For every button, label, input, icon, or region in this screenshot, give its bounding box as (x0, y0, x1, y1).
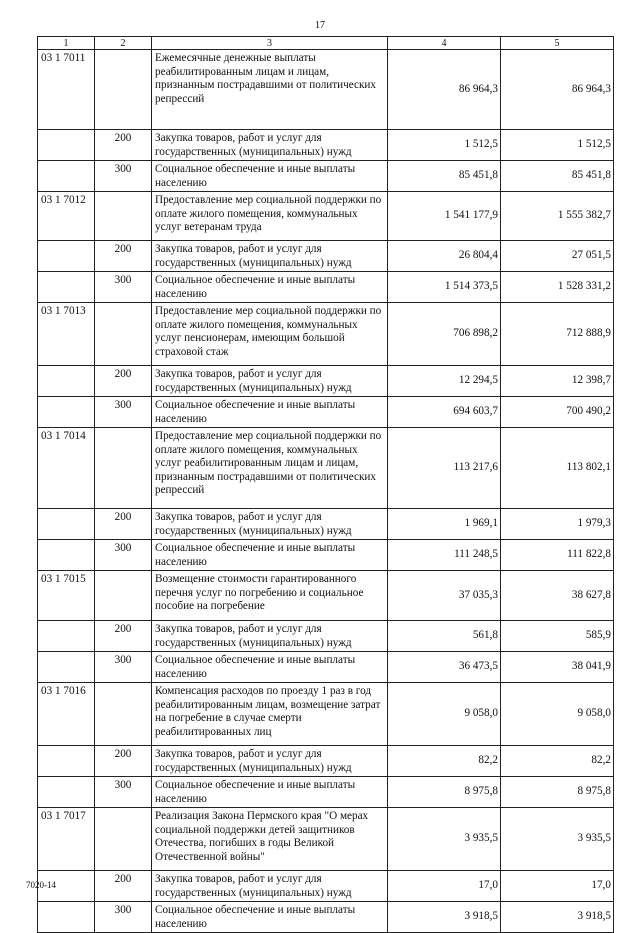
expense-type-code-cell: 300 (95, 902, 152, 933)
budget-article-row (38, 50, 614, 130)
item-name-cell: Предоставление мер социальной поддержки по оплате жилого помещения, коммунальных услуг ветеранам труда (152, 192, 388, 241)
item-name-cell: Компенсация расходов по проезду 1 раз в год реабилитированным лицам, возмещение затрат на погребение в случае смерти реабилитированных лиц (152, 683, 388, 746)
expense-type-row (38, 161, 614, 192)
amount-year1-cell: 37 035,3 (388, 571, 501, 621)
amount-year1-cell: 17,0 (388, 871, 501, 902)
expense-type-row (38, 902, 614, 933)
amount-year1-cell: 694 603,7 (388, 397, 501, 428)
expense-type-code-cell: 200 (95, 509, 152, 540)
item-name-cell: Социальное обеспечение и иные выплаты населению (152, 777, 388, 808)
amount-year1-cell: 3 918,5 (388, 902, 501, 933)
budget-article-row (38, 683, 614, 746)
column-header: 1 (38, 37, 95, 50)
amount-year2-cell: 17,0 (501, 871, 614, 902)
article-code-cell: 03 1 7016 (38, 683, 95, 746)
amount-year2-cell: 86 964,3 (501, 50, 614, 130)
item-name-cell: Социальное обеспечение и иные выплаты населению (152, 161, 388, 192)
expense-type-row (38, 272, 614, 303)
expense-type-code-cell (95, 303, 152, 366)
expense-type-code-cell (95, 50, 152, 130)
expense-type-row (38, 652, 614, 683)
amount-year1-cell: 36 473,5 (388, 652, 501, 683)
expense-type-code-cell: 200 (95, 130, 152, 161)
amount-year1-cell: 1 969,1 (388, 509, 501, 540)
amount-year2-cell: 1 979,3 (501, 509, 614, 540)
amount-year2-cell: 700 490,2 (501, 397, 614, 428)
expense-type-code-cell: 300 (95, 540, 152, 571)
amount-year1-cell: 26 804,4 (388, 241, 501, 272)
amount-year2-cell: 1 555 382,7 (501, 192, 614, 241)
amount-year1-cell: 706 898,2 (388, 303, 501, 366)
expense-type-row (38, 621, 614, 652)
expense-type-code-cell: 200 (95, 621, 152, 652)
budget-table (37, 36, 614, 933)
column-header: 3 (152, 37, 388, 50)
expense-type-code-cell: 200 (95, 241, 152, 272)
article-code-cell (38, 777, 95, 808)
column-header: 5 (501, 37, 614, 50)
article-code-cell: 03 1 7013 (38, 303, 95, 366)
amount-year2-cell: 111 822,8 (501, 540, 614, 571)
amount-year1-cell: 1 514 373,5 (388, 272, 501, 303)
item-name-cell: Предоставление мер социальной поддержки по оплате жилого помещения, коммунальных услуг реабилитированным лицам и лицам, признанным пострадавшими от политических репрессий (152, 428, 388, 509)
item-name-cell: Возмещение стоимости гарантированного перечня услуг по погребению и социальное пособие на погребение (152, 571, 388, 621)
expense-type-row (38, 397, 614, 428)
budget-article-row (38, 808, 614, 871)
article-code-cell (38, 366, 95, 397)
amount-year1-cell: 561,8 (388, 621, 501, 652)
article-code-cell (38, 540, 95, 571)
amount-year2-cell: 8 975,8 (501, 777, 614, 808)
expense-type-row (38, 509, 614, 540)
amount-year2-cell: 38 041,9 (501, 652, 614, 683)
amount-year2-cell: 712 888,9 (501, 303, 614, 366)
item-name-cell: Закупка товаров, работ и услуг для государственных (муниципальных) нужд (152, 871, 388, 902)
expense-type-code-cell (95, 683, 152, 746)
item-name-cell: Закупка товаров, работ и услуг для государственных (муниципальных) нужд (152, 366, 388, 397)
amount-year2-cell: 585,9 (501, 621, 614, 652)
amount-year2-cell: 1 512,5 (501, 130, 614, 161)
article-code-cell (38, 652, 95, 683)
article-code-cell (38, 241, 95, 272)
expense-type-row (38, 746, 614, 777)
expense-type-row (38, 241, 614, 272)
amount-year1-cell: 85 451,8 (388, 161, 501, 192)
document-code: 7020-14 (26, 880, 56, 890)
amount-year1-cell: 1 541 177,9 (388, 192, 501, 241)
table-header-row (38, 37, 614, 50)
expense-type-row (38, 540, 614, 571)
expense-type-code-cell (95, 808, 152, 871)
article-code-cell (38, 130, 95, 161)
article-code-cell: 03 1 7015 (38, 571, 95, 621)
amount-year1-cell: 1 512,5 (388, 130, 501, 161)
amount-year2-cell: 3 935,5 (501, 808, 614, 871)
amount-year1-cell: 113 217,6 (388, 428, 501, 509)
article-code-cell (38, 902, 95, 933)
amount-year2-cell: 38 627,8 (501, 571, 614, 621)
item-name-cell: Ежемесячные денежные выплаты реабилитированным лицам и лицам, признанным пострадавшими от политических репрессий (152, 50, 388, 130)
amount-year2-cell: 85 451,8 (501, 161, 614, 192)
expense-type-code-cell: 300 (95, 397, 152, 428)
item-name-cell: Закупка товаров, работ и услуг для государственных (муниципальных) нужд (152, 621, 388, 652)
item-name-cell: Закупка товаров, работ и услуг для государственных (муниципальных) нужд (152, 241, 388, 272)
amount-year1-cell: 82,2 (388, 746, 501, 777)
item-name-cell: Закупка товаров, работ и услуг для государственных (муниципальных) нужд (152, 746, 388, 777)
item-name-cell: Закупка товаров, работ и услуг для государственных (муниципальных) нужд (152, 509, 388, 540)
item-name-cell: Социальное обеспечение и иные выплаты населению (152, 652, 388, 683)
expense-type-code-cell (95, 428, 152, 509)
article-code-cell (38, 509, 95, 540)
amount-year2-cell: 3 918,5 (501, 902, 614, 933)
item-name-cell: Социальное обеспечение и иные выплаты населению (152, 902, 388, 933)
article-code-cell (38, 621, 95, 652)
expense-type-row (38, 130, 614, 161)
item-name-cell: Реализация Закона Пермского края "О мерах социальной поддержки детей защитников Отечества, погибших в годы Великой Отечественной войны" (152, 808, 388, 871)
expense-type-code-cell: 300 (95, 161, 152, 192)
article-code-cell (38, 746, 95, 777)
article-code-cell (38, 161, 95, 192)
expense-type-code-cell: 300 (95, 777, 152, 808)
amount-year1-cell: 86 964,3 (388, 50, 501, 130)
amount-year2-cell: 82,2 (501, 746, 614, 777)
article-code-cell (38, 397, 95, 428)
amount-year2-cell: 9 058,0 (501, 683, 614, 746)
budget-article-row (38, 303, 614, 366)
expense-type-code-cell: 200 (95, 746, 152, 777)
expense-type-row (38, 777, 614, 808)
article-code-cell: 03 1 7012 (38, 192, 95, 241)
budget-article-row (38, 428, 614, 509)
item-name-cell: Закупка товаров, работ и услуг для государственных (муниципальных) нужд (152, 130, 388, 161)
amount-year2-cell: 12 398,7 (501, 366, 614, 397)
amount-year1-cell: 9 058,0 (388, 683, 501, 746)
amount-year1-cell: 8 975,8 (388, 777, 501, 808)
article-code-cell: 03 1 7017 (38, 808, 95, 871)
expense-type-code-cell: 300 (95, 272, 152, 303)
amount-year1-cell: 3 935,5 (388, 808, 501, 871)
page-number: 17 (315, 20, 325, 31)
expense-type-code-cell (95, 571, 152, 621)
expense-type-code-cell: 200 (95, 871, 152, 902)
amount-year2-cell: 27 051,5 (501, 241, 614, 272)
amount-year2-cell: 1 528 331,2 (501, 272, 614, 303)
article-code-cell (38, 272, 95, 303)
expense-type-code-cell: 200 (95, 366, 152, 397)
column-header: 2 (95, 37, 152, 50)
expense-type-code-cell: 300 (95, 652, 152, 683)
item-name-cell: Социальное обеспечение и иные выплаты населению (152, 540, 388, 571)
expense-type-row (38, 366, 614, 397)
budget-article-row (38, 192, 614, 241)
expense-type-row (38, 871, 614, 902)
article-code-cell: 03 1 7014 (38, 428, 95, 509)
item-name-cell: Социальное обеспечение и иные выплаты населению (152, 272, 388, 303)
amount-year2-cell: 113 802,1 (501, 428, 614, 509)
expense-type-code-cell (95, 192, 152, 241)
item-name-cell: Социальное обеспечение и иные выплаты населению (152, 397, 388, 428)
budget-article-row (38, 571, 614, 621)
column-header: 4 (388, 37, 501, 50)
article-code-cell: 03 1 7011 (38, 50, 95, 130)
amount-year1-cell: 111 248,5 (388, 540, 501, 571)
amount-year1-cell: 12 294,5 (388, 366, 501, 397)
item-name-cell: Предоставление мер социальной поддержки по оплате жилого помещения, коммунальных услуг пенсионерам, имеющим большой страховой стаж (152, 303, 388, 366)
